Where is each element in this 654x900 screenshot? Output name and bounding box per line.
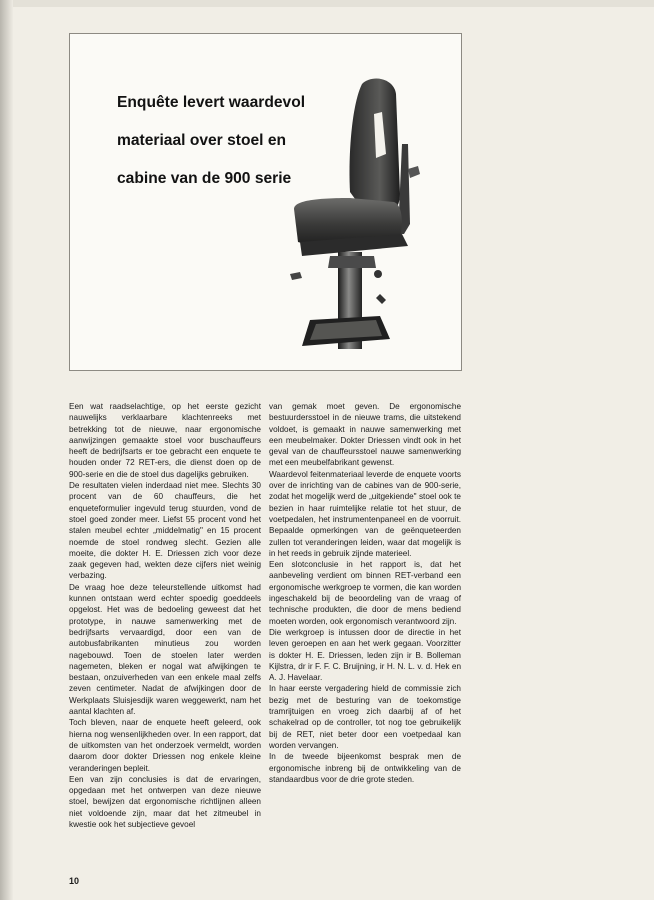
paragraph: In de tweede bijeenkomst besprak men de ergonomische inbreng bij de ontwikkeling van de standaardbus voor de drie grote steden. bbox=[269, 752, 461, 784]
headline-line-1: Enquête levert waardevol bbox=[117, 94, 306, 111]
article-body bbox=[69, 401, 461, 830]
paragraph: Toch bleven, naar de enquete heeft geleerd, ook hierna nog wensenlijkheden over. In een rapport, dat de uitkomsten van het onderzoek vermeldt, worden daarom door dokter Driessen nog enkele kleine veranderingen bepleit. bbox=[69, 718, 261, 773]
pole-pin bbox=[376, 294, 386, 304]
column-right bbox=[269, 401, 461, 830]
pole-knob bbox=[374, 270, 382, 278]
page-number: 10 bbox=[69, 876, 80, 886]
paragraph: Waardevol feitenmateriaal leverde de enquete voorts over de inrichting van de cabines van de 900-serie, zodat het mogelijk werd de „uitgekiende" stoel ook te bezien in haar ruimtelijke relatie tot het stuur, de voetpedalen, het instrumentenpaneel en de voorruit. Bepaalde opmerkingen van de geënqueteerden zullen tot veranderingen leiden, waar dat mogelijk is in het reeds in gebruik zijnde materieel. bbox=[269, 469, 461, 558]
pole-collar bbox=[328, 256, 376, 268]
chair-photo bbox=[290, 74, 450, 349]
headline-line-3: cabine van de 900 serie bbox=[117, 170, 292, 187]
article-headline bbox=[117, 84, 305, 198]
paragraph: Een wat raadselachtige, op het eerste gezicht nauwelijks verklaarbare klachtenreeks met betrekking tot de nieuwe, naar ergonomische aanwijzingen gemaakte stoel voor buschauffeurs heeft de bedrijfsarts er toe gebracht een enquete te houden onder 72 RET-ers, die dienst doen op de 900-serie en die de stoel dus dagelijks gebruiken. bbox=[69, 402, 261, 479]
figure-box bbox=[69, 33, 462, 371]
paragraph: De resultaten vielen inderdaad niet mee. Slechts 30 procent van de 60 chauffeurs, die het enqueteformulier ingevuld terug stuurden, vond de stoel goed zonder meer. Liefst 55 procent vond het stalen meubel echter „middelmatig" en 15 procent noemde de stoel rondweg slecht. Gezien alle moeite, die dokter H. E. Driessen zich voor deze zaak gegeven had, wekten deze cijfers niet weinig verbazing. bbox=[69, 481, 261, 581]
paragraph: De vraag hoe deze teleurstellende uitkomst had kunnen ontstaan werd echter spoedig goeddeels opgelost. Het was de bedoeling geweest dat het prototype, in nauwe samenwerking met de bedrijfsarts vervaardigd, door een van de autobusfabrikanten minutieus zou worden nagebouwd. Toen de stoelen later werden nagemeten, bleken er nogal wat afwijkingen te bestaan, onzuiverheden van een enkele maal zelfs zeven centimeter. Nadat de afwijkingen door de Werkplaats Sluisjesdijk waren weggewerkt, nam het aantal klachten af. bbox=[69, 582, 261, 717]
paragraph: Een slotconclusie in het rapport is, dat het aanbeveling verdient om binnen RET-verband een ergonomische werkgroep te vormen, die kan worden ingeschakeld bij de beoordeling van de vraag of technische produkten, die door de mens bediend moeten worden, ook ergonomisch verantwoord zijn. bbox=[269, 560, 461, 626]
chair-backrest bbox=[350, 79, 401, 218]
backrest-adjuster bbox=[408, 166, 420, 178]
page-top-shadow bbox=[0, 0, 654, 7]
seat-lever bbox=[290, 272, 302, 280]
paragraph: In haar eerste vergadering hield de commissie zich bezig met de besturing van de toekomstige tramrijtuigen en vroeg zich daarbij af of het schakelrad op de controller, tot nog toe gebruikelijk bij de RET, niet beter door een voetpedaal kan worden vervangen. bbox=[269, 684, 461, 750]
column-left bbox=[69, 401, 261, 830]
page-binding-shadow bbox=[0, 0, 13, 900]
headline-line-2: materiaal over stoel en bbox=[117, 132, 287, 149]
paragraph: Een van zijn conclusies is dat de ervaringen, opgedaan met het ontwerpen van deze nieuwe stoel, bewijzen dat ergonomische richtlijnen alleen niet voldoende zijn, maar dat het zitmeubel in kwestie ook het subjectieve gevoel bbox=[69, 774, 261, 829]
paragraph: Die werkgroep is intussen door de directie in het leven geroepen en aan het werk gegaan. Voorzitter is dokter H. E. Driessen, leden zijn ir B. Bolleman Kijlstra, dr ir F. F. C. Bruijning, ir H. N. L. v. d. Hek en A. J. Havelaar. bbox=[269, 627, 461, 683]
paragraph: van gemak moet geven. De ergonomische bestuurdersstoel in de nieuwe trams, die uitstekend voldoet, is gemaakt in nauwe samenwerking met een meubelmaker. Dokter Driessen vindt ook in het geval van de chauffeursstoel nauwe samenwerking met een meubelfabrikant gewenst. bbox=[269, 402, 461, 468]
